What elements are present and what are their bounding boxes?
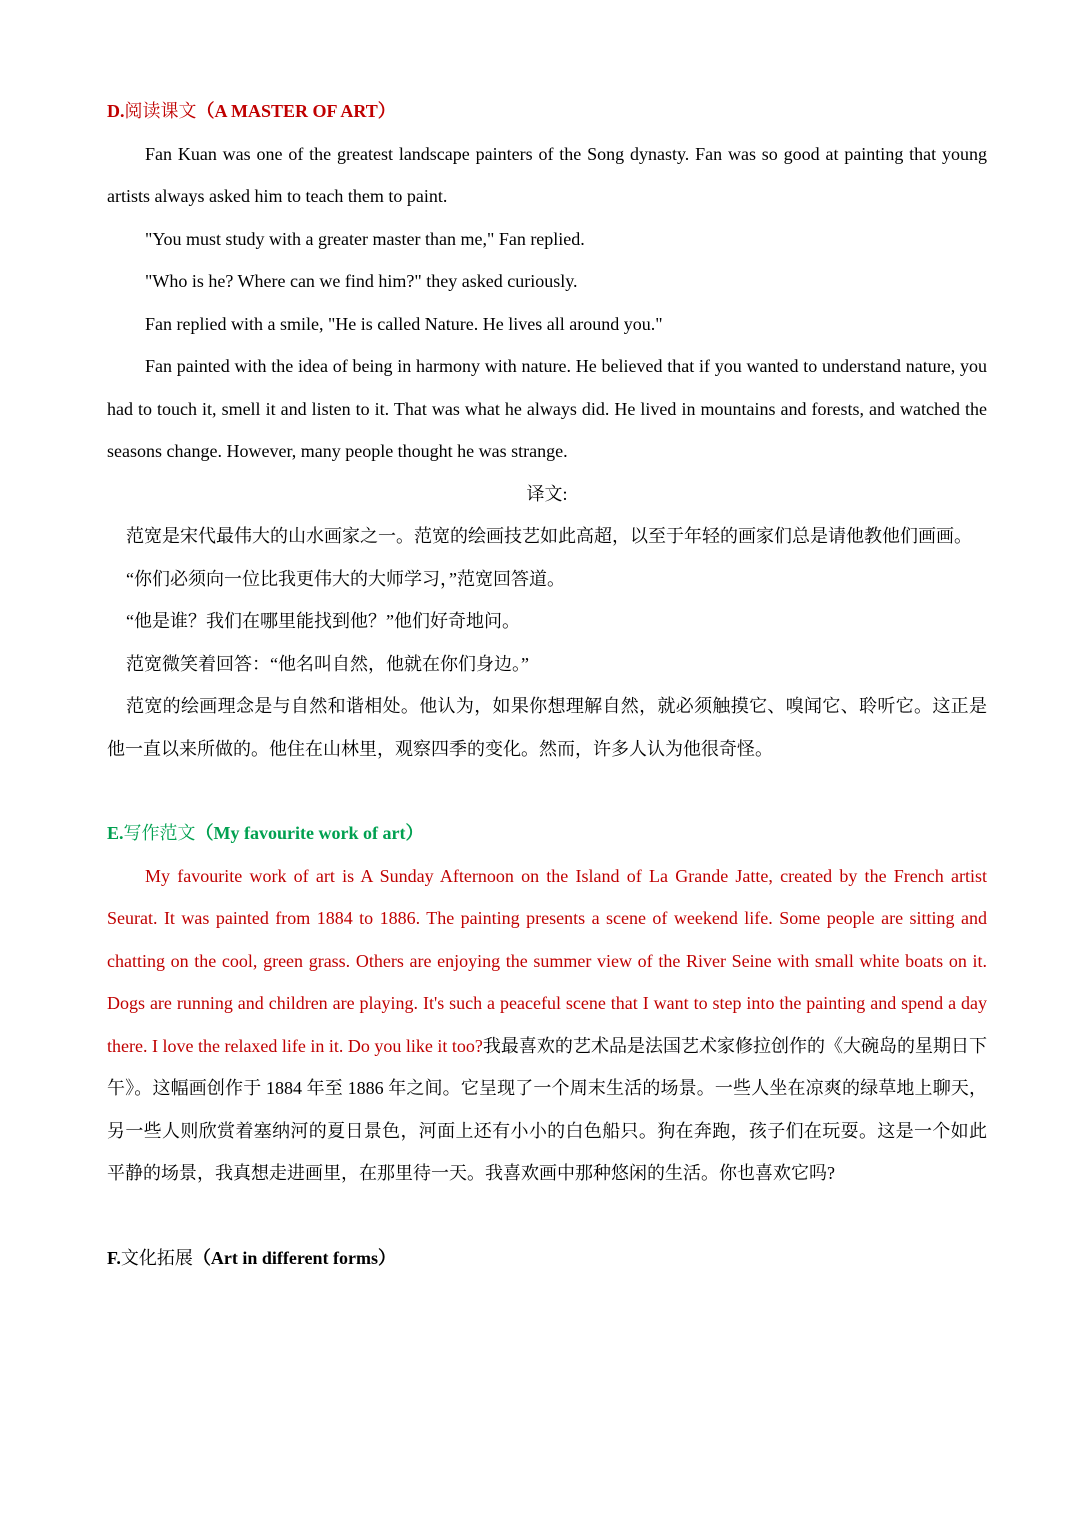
section-d-heading xyxy=(107,90,987,133)
translation-paragraph-4: 范宽微笑着回答：“他名叫自然，他就在你们身边。” xyxy=(126,653,529,674)
section-d-heading-en: （A MASTER OF ART） xyxy=(196,101,396,121)
section-d-heading-cn: 阅读课文 xyxy=(124,101,197,121)
reading-paragraph-1: Fan Kuan was one of the greatest landscape painters of the Song dynasty. Fan was so good at painting that young artists always asked him to teach them to paint. xyxy=(107,143,987,206)
section-f-heading-cn: 文化拓展 xyxy=(120,1247,193,1268)
model-essay-chinese: 我最喜欢的艺术品是法国艺术家修拉创作的《大碗岛的星期日下午》。这幅画创作于 1884 年至 1886 年之间。它呈现了一个周末生活的场景。一些人坐在凉爽的绿草地上聊天，另一些人则欣赏着塞纳河的夏日景色，河面上还有小小的白色船只。狗在奔跑，孩子们在玩耍。这是一个如此平静的场景，我真想走进画里，在那里待一天。我喜欢画中那种悠闲的生活。你也喜欢它吗? xyxy=(107,1035,987,1183)
section-spacer xyxy=(107,770,987,812)
model-essay xyxy=(107,855,987,1195)
section-spacer xyxy=(107,1195,987,1237)
section-d-prefix: D. xyxy=(107,101,125,121)
translation-paragraph-5: 范宽的绘画理念是与自然和谐相处。他认为，如果你想理解自然，就必须触摸它、嗅闻它、聆听它。这正是他一直以来所做的。他住在山林里，观察四季的变化。然而，许多人认为他很奇怪。 xyxy=(107,696,987,759)
reading-paragraph-4: Fan replied with a smile, "He is called Nature. He lives all around you." xyxy=(145,313,663,334)
reading-paragraph-2: "You must study with a greater master than me," Fan replied. xyxy=(145,228,585,249)
reading-paragraph-5: Fan painted with the idea of being in harmony with nature. He believed that if you wanted to understand nature, you had to touch it, smell it and listen to it. That was what he always did. He lived in mountains and forests, and watched the seasons change. However, many people thought he was strange. xyxy=(107,356,987,461)
document-page xyxy=(107,90,987,1279)
section-f-prefix: F. xyxy=(107,1247,121,1268)
translation-paragraph-2: “你们必须向一位比我更伟大的大师学习，”范宽回答道。 xyxy=(126,568,565,589)
section-e-heading-cn: 写作范文 xyxy=(123,823,196,843)
model-essay-english: My favourite work of art is A Sunday Afternoon on the Island of La Grande Jatte, created by the French artist Seurat. It was painted from 1884 to 1886. The painting presents a scene of weekend life. Some people are sitting and chatting on the cool, green grass. Others are enjoying the summer view of the River Seine with small white boats on it. Dogs are running and children are playing. It's such a peaceful scene that I want to step into the painting and spend a day there. I love the relaxed life in it. Do you like it too? xyxy=(107,865,987,1056)
section-f-heading-en: （Art in different forms） xyxy=(192,1247,396,1268)
translation-paragraph-3: “他是谁？我们在哪里能找到他？”他们好奇地问。 xyxy=(126,611,520,631)
reading-paragraph-3: "Who is he? Where can we find him?" they asked curiously. xyxy=(145,271,578,291)
translation-paragraph-1: 范宽是宋代最伟大的山水画家之一。范宽的绘画技艺如此高超，以至于年轻的画家们总是请他教他们画画。 xyxy=(126,526,972,546)
section-e-heading xyxy=(107,812,987,855)
translation-label: 译文: xyxy=(526,483,568,504)
section-e-prefix: E. xyxy=(107,823,124,843)
section-f-heading xyxy=(107,1237,987,1280)
section-e-heading-en: （My favourite work of art） xyxy=(195,823,424,843)
